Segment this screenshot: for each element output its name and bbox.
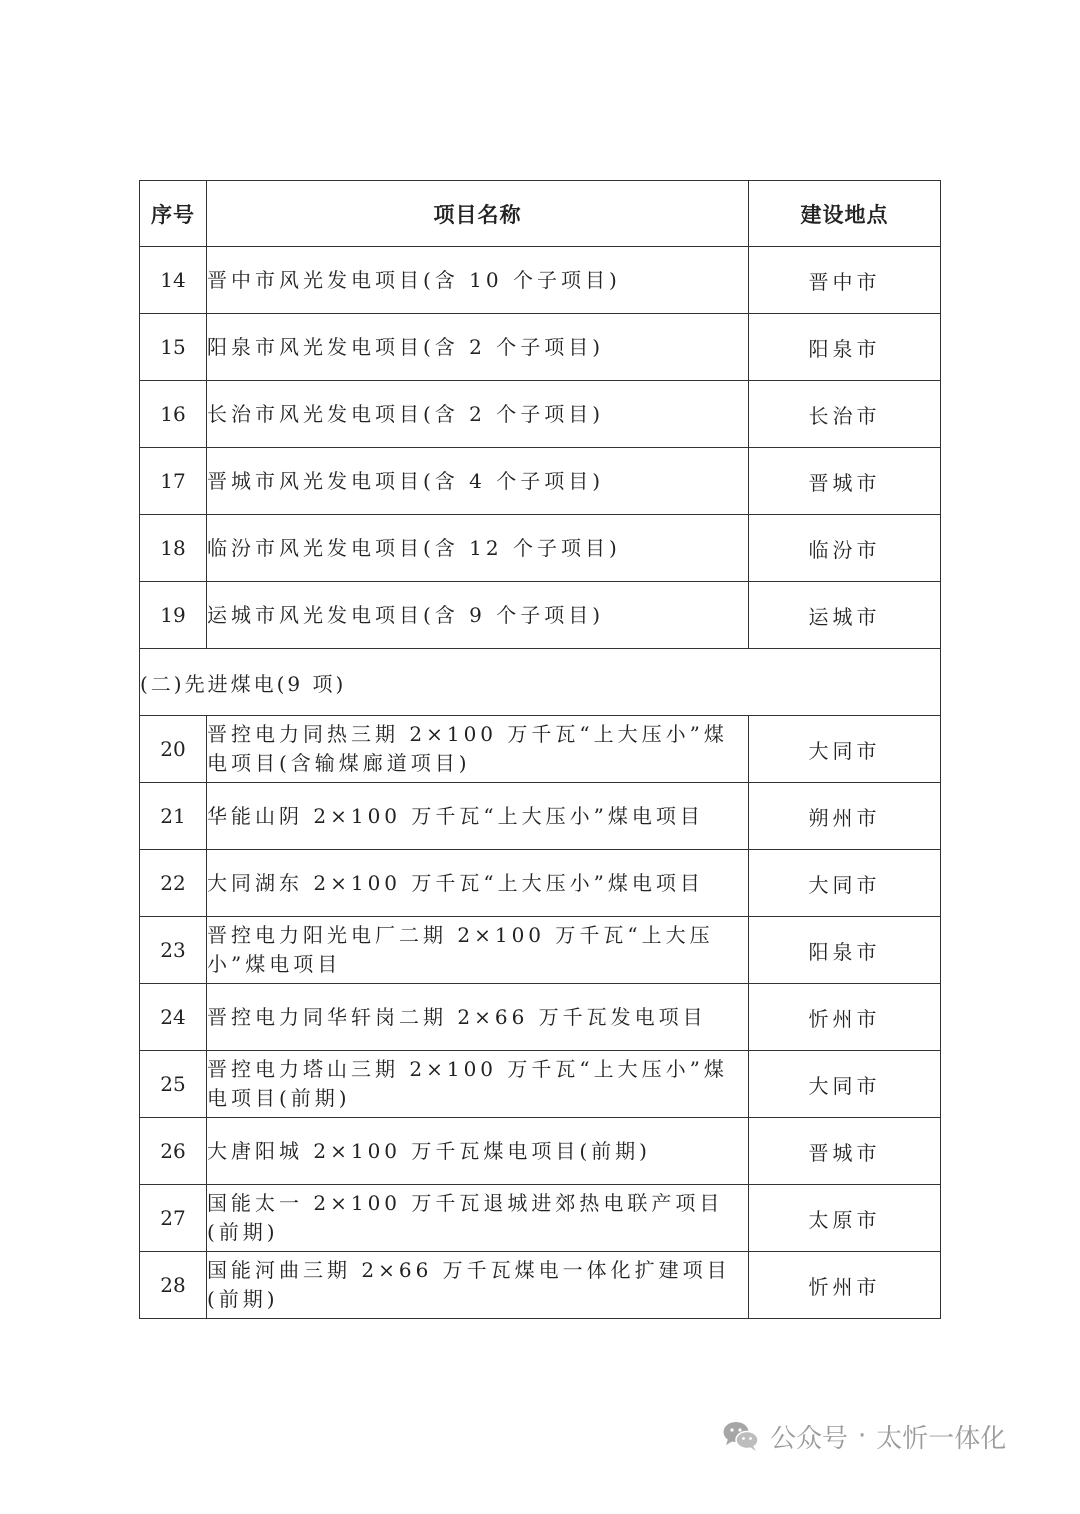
row-name: 华能山阴 2×100 万千瓦“上大压小”煤电项目 xyxy=(207,783,749,850)
project-table xyxy=(139,180,941,1319)
watermark-account: 太忻一体化 xyxy=(876,1423,1007,1454)
table-row xyxy=(140,515,941,582)
section-row xyxy=(140,649,941,716)
header-name: 项目名称 xyxy=(207,181,749,247)
wechat-watermark xyxy=(722,1416,1006,1456)
table-row xyxy=(140,247,941,314)
row-index: 24 xyxy=(140,984,207,1051)
row-location: 大同市 xyxy=(749,716,941,783)
row-index: 15 xyxy=(140,314,207,381)
section-heading: (二)先进煤电(9 项) xyxy=(140,649,941,716)
row-location: 忻州市 xyxy=(749,984,941,1051)
table-row xyxy=(140,314,941,381)
table-row xyxy=(140,984,941,1051)
row-name: 晋中市风光发电项目(含 10 个子项目) xyxy=(207,247,749,314)
row-index: 16 xyxy=(140,381,207,448)
row-location: 阳泉市 xyxy=(749,314,941,381)
row-index: 18 xyxy=(140,515,207,582)
row-name: 大同湖东 2×100 万千瓦“上大压小”煤电项目 xyxy=(207,850,749,917)
table-header-row xyxy=(140,181,941,247)
row-location: 晋城市 xyxy=(749,1118,941,1185)
row-name: 晋城市风光发电项目(含 4 个子项目) xyxy=(207,448,749,515)
watermark-separator: · xyxy=(858,1421,867,1451)
row-name: 大唐阳城 2×100 万千瓦煤电项目(前期) xyxy=(207,1118,749,1185)
row-index: 21 xyxy=(140,783,207,850)
row-location: 阳泉市 xyxy=(749,917,941,984)
row-name: 运城市风光发电项目(含 9 个子项目) xyxy=(207,582,749,649)
table-row xyxy=(140,1051,941,1118)
row-location: 临汾市 xyxy=(749,515,941,582)
row-index: 23 xyxy=(140,917,207,984)
row-location: 运城市 xyxy=(749,582,941,649)
row-location: 晋城市 xyxy=(749,448,941,515)
row-index: 19 xyxy=(140,582,207,649)
row-index: 27 xyxy=(140,1185,207,1252)
table-row xyxy=(140,448,941,515)
table-row xyxy=(140,1118,941,1185)
row-location: 晋中市 xyxy=(749,247,941,314)
row-location: 长治市 xyxy=(749,381,941,448)
wechat-icon xyxy=(722,1420,760,1452)
row-index: 22 xyxy=(140,850,207,917)
row-index: 14 xyxy=(140,247,207,314)
row-name: 晋控电力同华轩岗二期 2×66 万千瓦发电项目 xyxy=(207,984,749,1051)
row-name: 晋控电力阳光电厂二期 2×100 万千瓦“上大压小”煤电项目 xyxy=(207,917,749,984)
table-row xyxy=(140,850,941,917)
row-name: 晋控电力塔山三期 2×100 万千瓦“上大压小”煤电项目(前期) xyxy=(207,1051,749,1118)
row-name: 国能太一 2×100 万千瓦退城进郊热电联产项目(前期) xyxy=(207,1185,749,1252)
table-row xyxy=(140,582,941,649)
row-location: 太原市 xyxy=(749,1185,941,1252)
row-location: 忻州市 xyxy=(749,1252,941,1319)
row-name: 长治市风光发电项目(含 2 个子项目) xyxy=(207,381,749,448)
table-row xyxy=(140,917,941,984)
header-location: 建设地点 xyxy=(749,181,941,247)
row-name: 晋控电力同热三期 2×100 万千瓦“上大压小”煤电项目(含输煤廊道项目) xyxy=(207,716,749,783)
table-row xyxy=(140,783,941,850)
table-row xyxy=(140,381,941,448)
row-index: 20 xyxy=(140,716,207,783)
row-index: 25 xyxy=(140,1051,207,1118)
row-name: 阳泉市风光发电项目(含 2 个子项目) xyxy=(207,314,749,381)
row-location: 大同市 xyxy=(749,850,941,917)
row-name: 临汾市风光发电项目(含 12 个子项目) xyxy=(207,515,749,582)
watermark-label: 公众号 xyxy=(770,1423,849,1454)
row-location: 大同市 xyxy=(749,1051,941,1118)
row-index: 28 xyxy=(140,1252,207,1319)
row-index: 26 xyxy=(140,1118,207,1185)
header-index: 序号 xyxy=(140,181,207,247)
table-row xyxy=(140,1185,941,1252)
table-row xyxy=(140,716,941,783)
row-location: 朔州市 xyxy=(749,783,941,850)
row-name: 国能河曲三期 2×66 万千瓦煤电一体化扩建项目(前期) xyxy=(207,1252,749,1319)
table-row xyxy=(140,1252,941,1319)
row-index: 17 xyxy=(140,448,207,515)
